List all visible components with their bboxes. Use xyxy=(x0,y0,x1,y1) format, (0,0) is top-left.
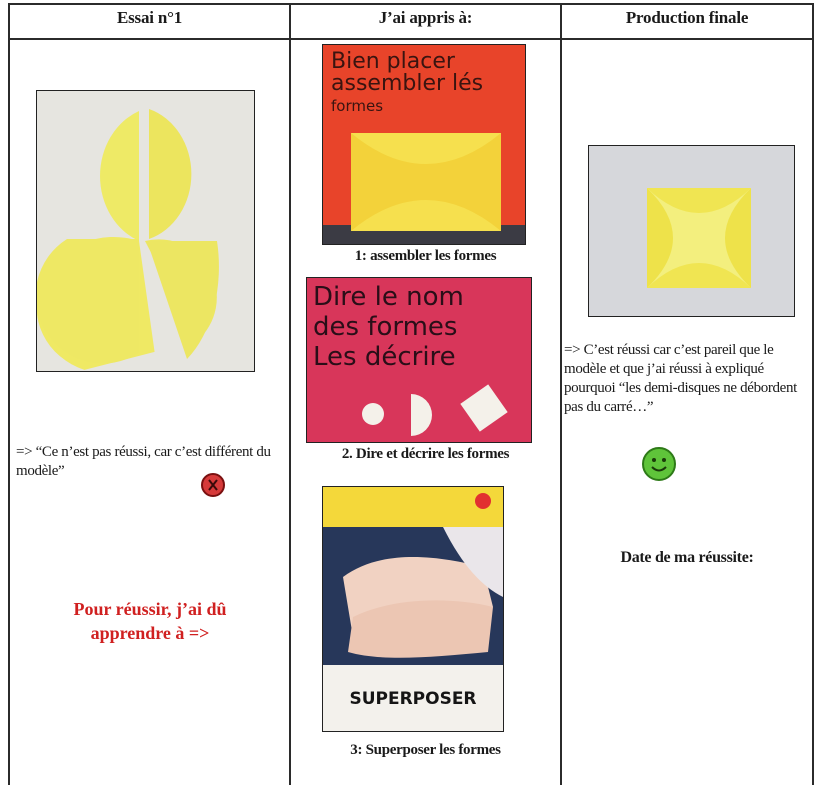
assembled-square-image xyxy=(323,45,525,244)
handwriting-assembler: Bien placer assembler lés formes xyxy=(331,49,484,115)
photo-decrire xyxy=(306,277,532,443)
header-production: Production finale xyxy=(625,8,749,27)
date-label: Date de ma réussite: xyxy=(620,549,754,566)
left-border xyxy=(8,3,10,785)
shapes-image xyxy=(307,278,531,442)
prompt-title xyxy=(20,597,280,645)
header-essai: Essai n°1 xyxy=(117,8,182,27)
production-comment: => C’est réussi car c’est pareil que le modèle et que j’ai réussi à expliqué pourquoi “les demi-disques ne débordent pas du carré…” xyxy=(564,342,797,415)
caption-decrire: 2. Dire et décrire les formes xyxy=(341,446,510,462)
final-square-image xyxy=(589,146,794,316)
photo-assembler xyxy=(322,44,526,245)
half-discs-image xyxy=(37,91,254,371)
header-divider xyxy=(8,38,814,40)
prompt-line-1: Pour réussir, j’ai dû xyxy=(73,599,227,619)
prompt-line-2: apprendre à => xyxy=(90,623,210,643)
col-divider-1 xyxy=(289,3,291,785)
handwriting-decrire: Dire le nom des formes Les décrire xyxy=(313,282,464,372)
col-divider-2 xyxy=(560,3,562,785)
caption-assembler: 1: assembler les formes xyxy=(354,248,497,264)
top-border xyxy=(8,3,814,5)
caption-superposer: 3: Superposer les formes xyxy=(350,742,501,758)
photo-superposer xyxy=(322,486,504,732)
photo-essai-1 xyxy=(36,90,255,372)
essai-comment: => “Ce n’est pas réussi, car c’est différent du modèle” xyxy=(16,444,271,479)
fail-icon xyxy=(201,473,225,497)
header-appris: J’ai appris à: xyxy=(378,8,473,27)
superposer-label: SUPERPOSER xyxy=(349,689,477,709)
photo-production-finale xyxy=(588,145,795,317)
smiley-icon xyxy=(642,447,676,481)
